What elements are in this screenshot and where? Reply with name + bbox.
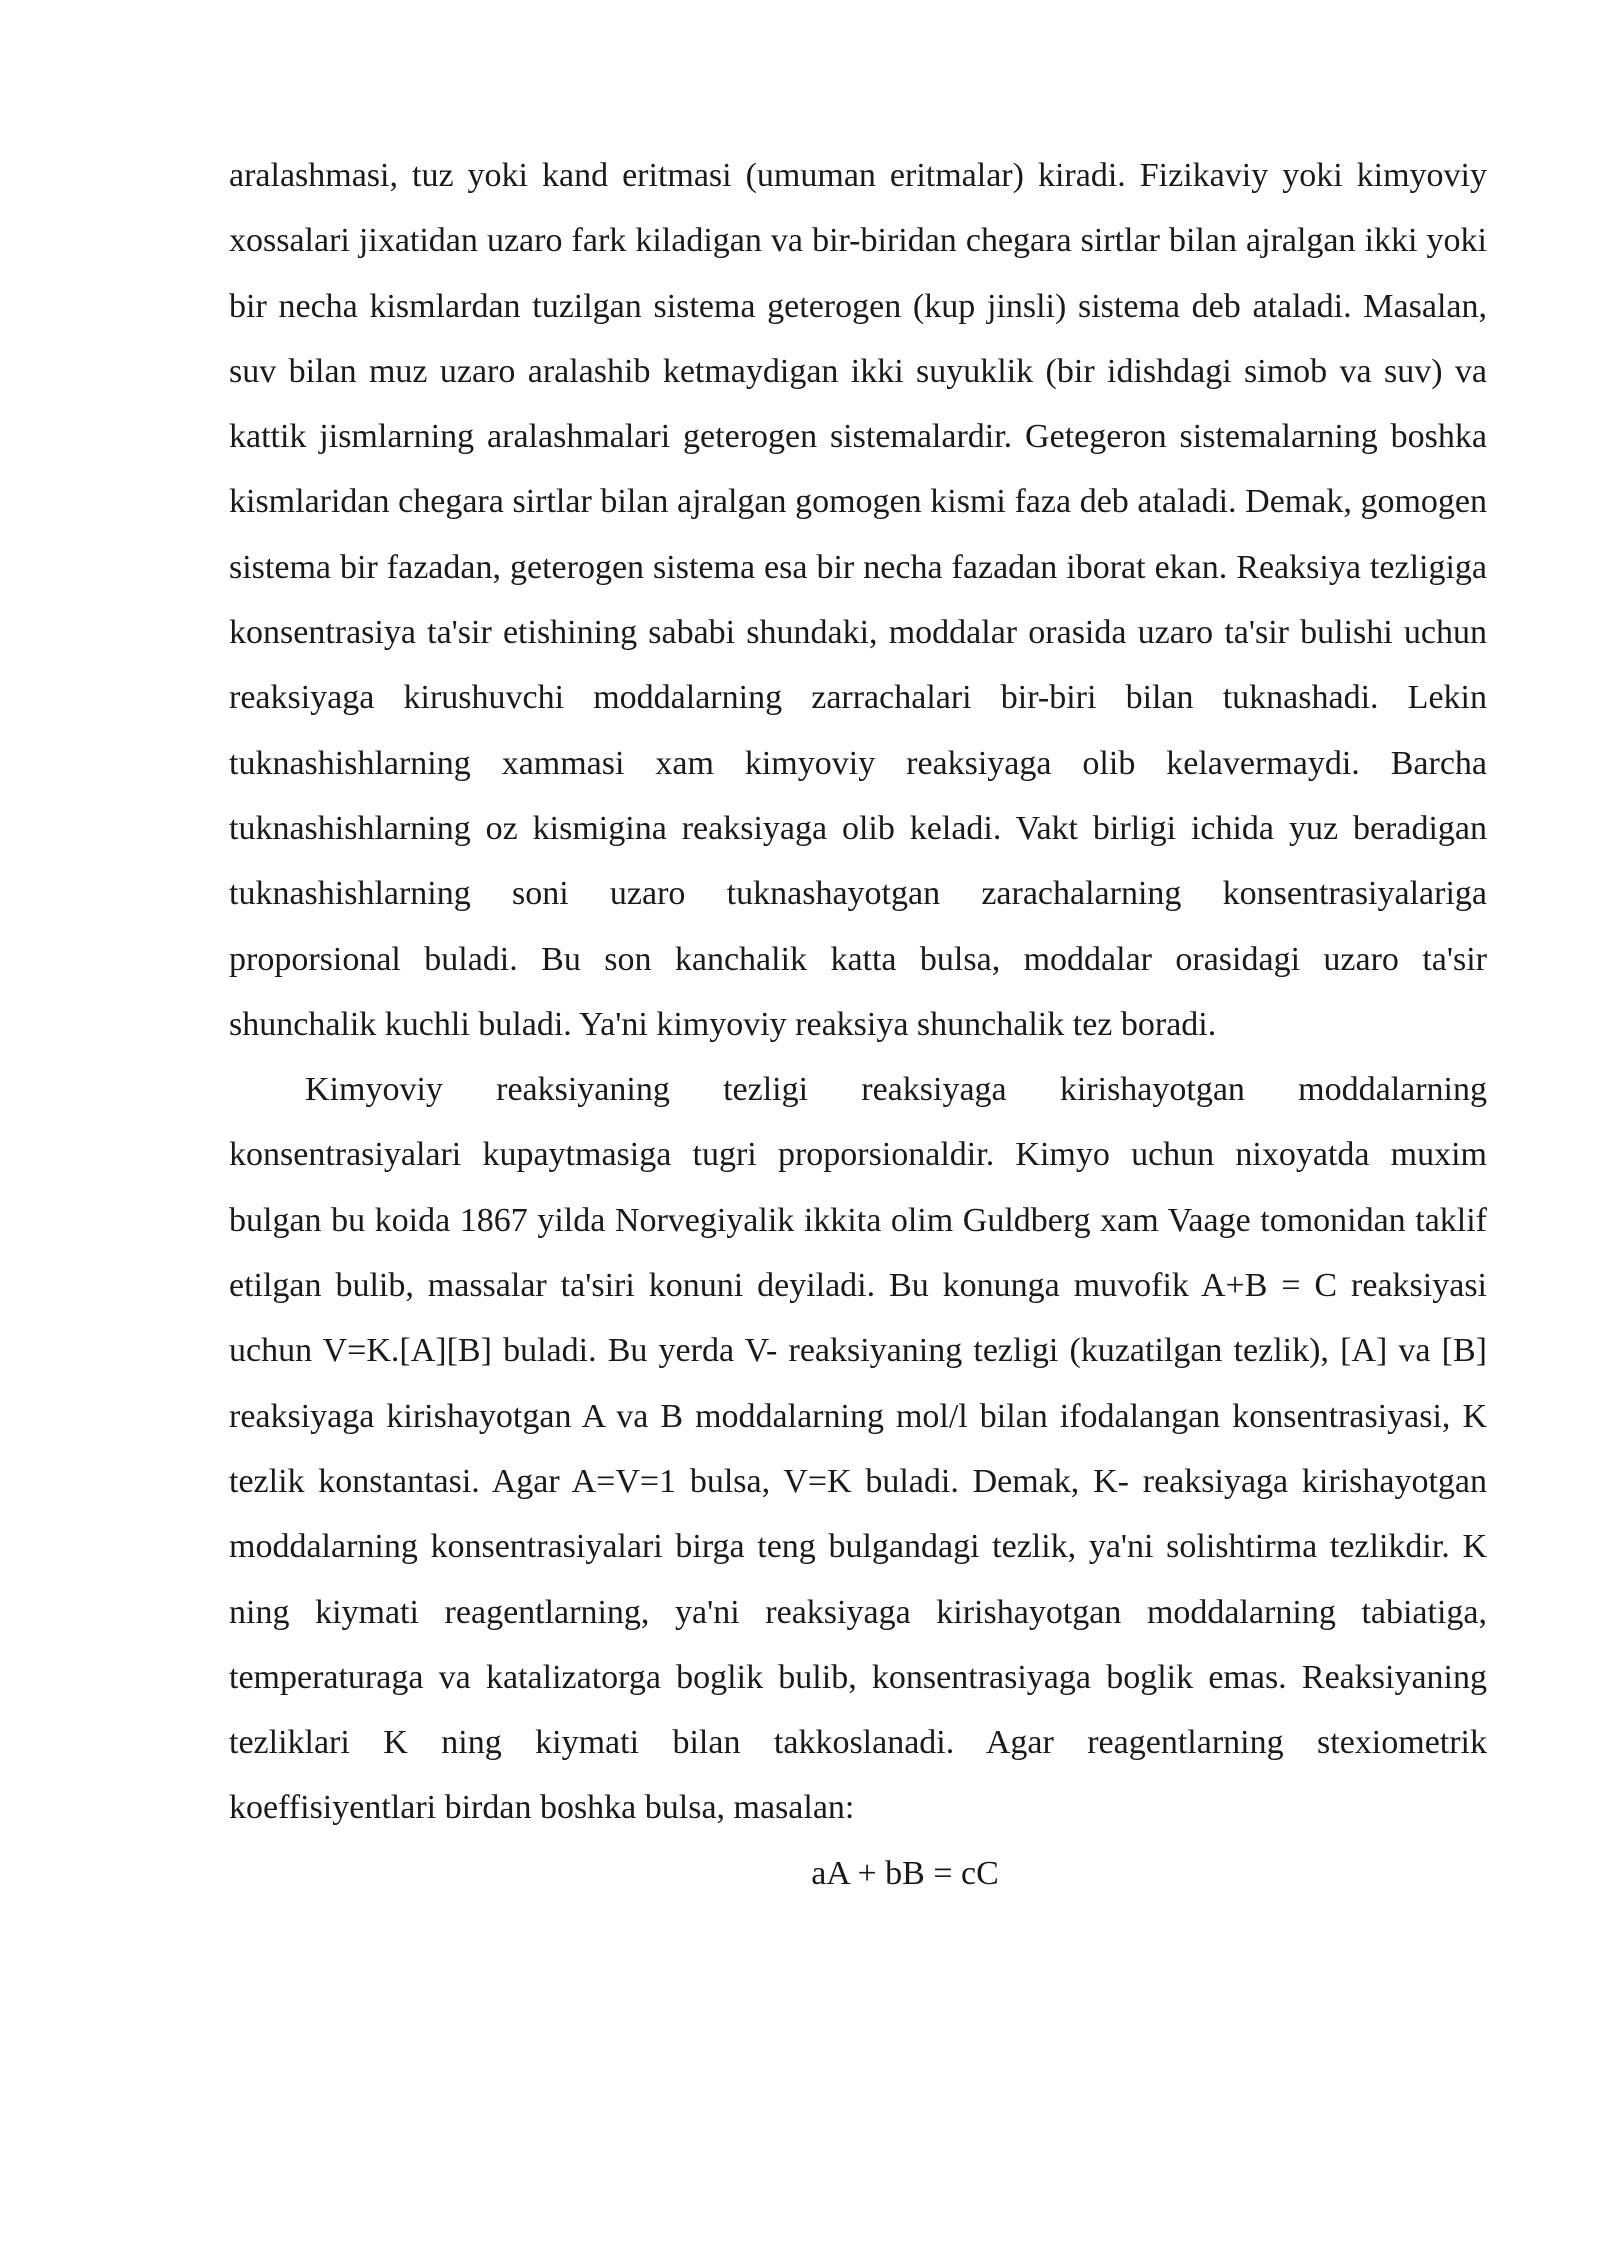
- document-body: [229, 143, 1487, 1906]
- paragraph-reaction-rate: Kimyoviy reaksiyaning tezligi reaksiyaga kirishayotgan moddalarning konsentrasiyalari kupaytmasiga tugri proporsionaldir. Kimyo uchun nixoyatda muxim bulgan bu koida 1867 yilda Norvegiyalik ikkita olim Guldberg xam Vaage tomonidan taklif etilgan bulib, massalar ta'siri konuni deyiladi. Bu konunga muvofik A+B = C reaksiyasi uchun V=K.[A][B] buladi. Bu yerda V- reaksiyaning tezligi (kuzatilgan tezlik), [A] va [B] reaksiyaga kirishayotgan A va B moddalarning mol/l bilan ifodalangan konsentrasiyasi, K tezlik konstantasi. Agar A=V=1 bulsa, V=K buladi. Demak, K- reaksiyaga kirishayotgan moddalarning konsentrasiyalari birga teng bulgandagi tezlik, ya'ni solishtirma tezlikdir. K ning kiymati reagentlarning, ya'ni reaksiyaga kirishayotgan moddalarning tabiatiga, temperaturaga va katalizatorga boglik bulib, konsentrasiyaga boglik emas. Reaksiyaning tezliklari K ning kiymati bilan takkoslanadi. Agar reagentlarning stexiometrik koeffisiyentlari birdan boshka bulsa, masalan:: [229, 1071, 1487, 1827]
- paragraph-continuation: aralashmasi, tuz yoki kand eritmasi (umuman eritmalar) kiradi. Fizikaviy yoki kimyoviy xossalari jixatidan uzaro fark kiladigan va bir-biridan chegara sirtlar bilan ajralgan ikki yoki bir necha kismlardan tuzilgan sistema geterogen (kup jinsli) sistema deb ataladi. Masalan, suv bilan muz uzaro aralashib ketmaydigan ikki suyuklik (bir idishdagi simob va suv) va kattik jismlarning aralashmalari geterogen sistemalardir. Getegeron sistemalarning boshka kismlaridan chegara sirtlar bilan ajralgan gomogen kismi faza deb ataladi. Demak, gomogen sistema bir fazadan, geterogen sistema esa bir necha fazadan iborat ekan. Reaksiya tezligiga konsentrasiya ta'sir etishining sababi shundaki, moddalar orasida uzaro ta'sir bulishi uchun reaksiyaga kirushuvchi moddalarning zarrachalari bir-biri bilan tuknashadi. Lekin tuknashishlarning xammasi xam kimyoviy reaksiyaga olib kelavermaydi. Barcha tuknashishlarning oz kismigina reaksiyaga olib keladi. Vakt birligi ichida yuz beradigan tuknashishlarning soni uzaro tuknashayotgan zarachalarning konsentrasiyalariga proporsional buladi. Bu son kanchalik katta bulsa, moddalar orasidagi uzaro ta'sir shunchalik kuchli buladi. Ya'ni kimyoviy reaksiya shunchalik tez boradi.: [229, 157, 1487, 1043]
- equation: aA + bB = cC: [811, 1854, 999, 1892]
